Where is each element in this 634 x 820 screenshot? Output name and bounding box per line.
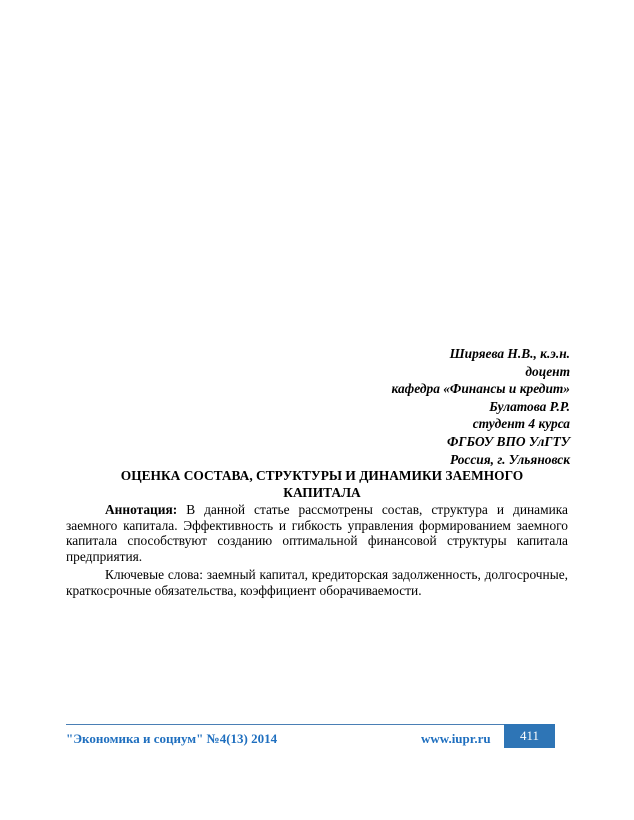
footer-website: www.iupr.ru [421, 731, 491, 746]
author-position-2: студент 4 курса [472, 416, 570, 432]
author-position-1: доцент [525, 363, 570, 379]
author-institution: ФГБОУ ВПО УлГТУ [446, 433, 570, 449]
article-title-line-1: ОЦЕНКА СОСТАВА, СТРУКТУРЫ И ДИНАМИКИ ЗАЕМНОГО [120, 468, 524, 483]
keywords-text: Ключевые слова: заемный капитал, кредиторская задолженность, долгосрочные, краткосрочные обязательства, коэффициент оборачиваемости. [66, 567, 568, 598]
keywords-paragraph [66, 567, 568, 598]
abstract-paragraph [66, 502, 568, 564]
page-number-badge: 411 [504, 724, 555, 748]
footer-journal: "Экономика и социум" №4(13) 2014 [66, 731, 278, 746]
footer-divider [66, 724, 555, 725]
author-department: кафедра «Финансы и кредит» [391, 381, 570, 397]
abstract-text: В данной статье рассмотрены состав, структура и динамика заемного капитала. Эффективность и гибкость управления формированием заемного капитала способствуют созданию оптимальной финансовой структуры капитала предприятия. [66, 502, 568, 564]
abstract-label: Аннотация: [105, 502, 178, 517]
author-block [270, 345, 570, 468]
author-name-1: Ширяева Н.В., к.э.н. [449, 346, 570, 361]
article-title-line-2: КАПИТАЛА [283, 485, 361, 500]
article-title [66, 467, 578, 501]
author-name-2: Булатова Р.Р. [489, 398, 570, 414]
author-location: Россия, г. Ульяновск [450, 451, 570, 467]
